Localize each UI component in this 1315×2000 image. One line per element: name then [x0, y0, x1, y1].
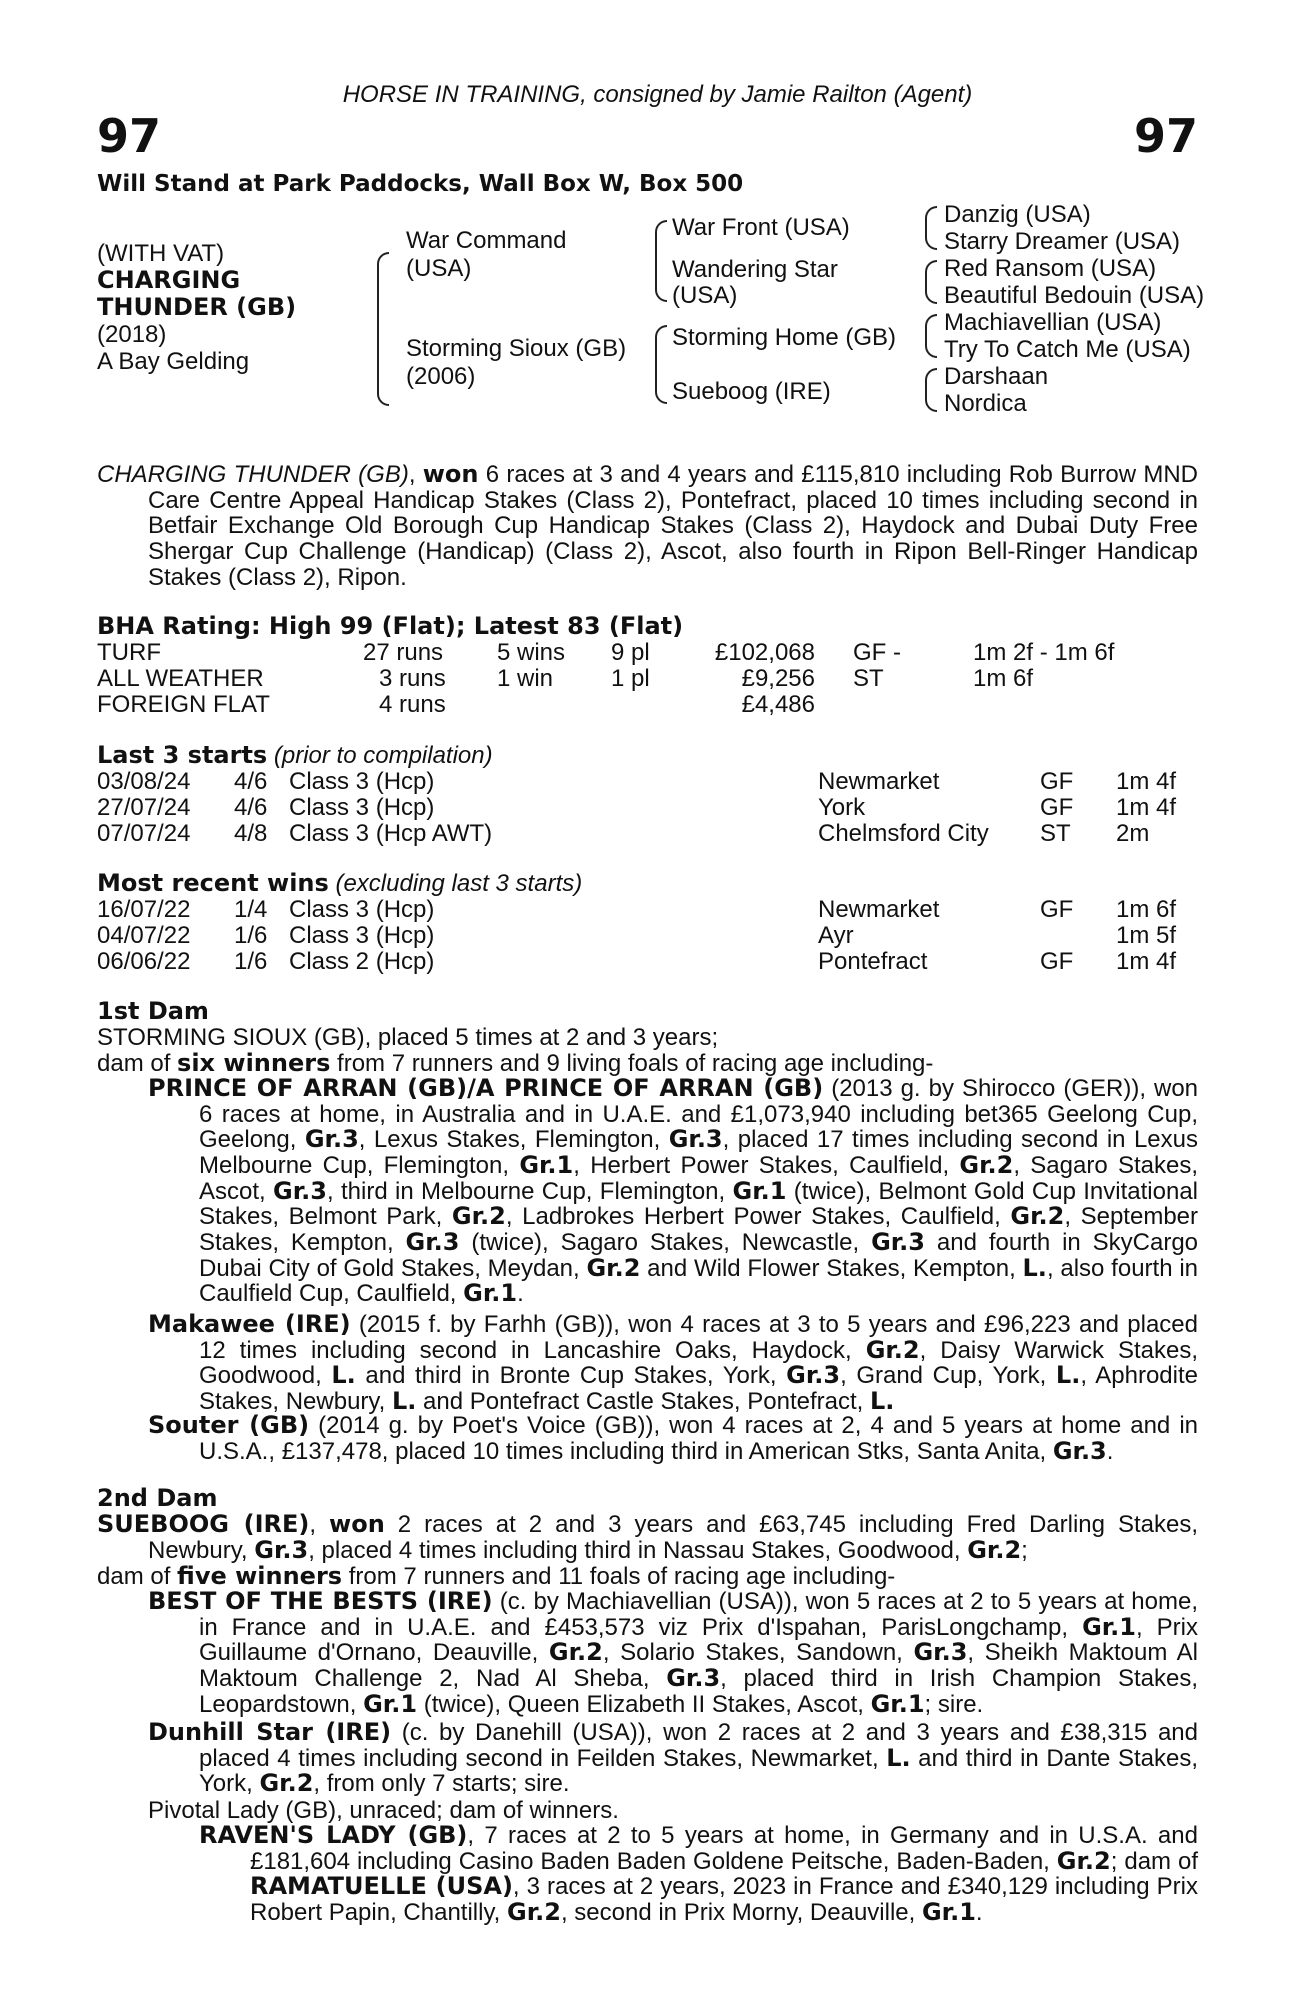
sire-dam-line1: Wandering Star	[672, 256, 838, 283]
start-going: GF	[1040, 794, 1074, 821]
g2-text: Gr.2	[1056, 1846, 1111, 1875]
win-position: 1/6	[234, 922, 268, 949]
dam-dam: Sueboog (IRE)	[672, 378, 831, 405]
recent-wins-heading	[97, 871, 582, 897]
win-race: Class 2 (Hcp)	[289, 948, 435, 975]
makawee-text-2-text: , Daisy Warwick Stakes, Goodwood,	[199, 1336, 1198, 1390]
prince-text-7-text: (twice), Belmont Gold Cup Invitational Stakes, Belmont Park,	[199, 1177, 1198, 1231]
grand-progeny-name: RAMATUELLE (USA)	[250, 1872, 513, 1901]
first-dam-heading: 1st Dam	[97, 997, 209, 1025]
start-date: 03/08/24	[97, 768, 191, 795]
win-position: 1/4	[234, 896, 268, 923]
g3-text: Gr.3	[913, 1638, 968, 1667]
dds: Darshaan	[944, 363, 1049, 390]
prince-text-9-text: , September Stakes, Kempton,	[199, 1203, 1198, 1257]
dam-of-post-text: from 7 runners and 11 foals of racing age including-	[342, 1563, 896, 1590]
g2-text: Gr.2	[1010, 1202, 1065, 1231]
period-text: .	[517, 1280, 524, 1308]
best-text-1-text: (c. by Machiavellian (USA)), won 5 races at 2 to 5 years at home, in France and in U.A.E. and £453,573 viz Prix d'Ispahan, ParisLongchamp,	[199, 1588, 1198, 1641]
dam-of-winners: five winners	[177, 1562, 343, 1590]
start-position: 4/6	[234, 768, 268, 795]
sire-line1: War Command	[406, 227, 567, 254]
summary-horse-name: CHARGING THUNDER (GB)	[97, 461, 409, 488]
prince-text-13-text: , also fourth in Caulfield Cup, Caulfield,	[199, 1254, 1198, 1308]
raven-text-1-text: , 7 races at 2 to 5 years at home, in Germany and in U.S.A. and £181,604 including Casino Baden Baden Goldene Peitsche, Baden-Baden,	[250, 1822, 1198, 1875]
raven-text-4-text: , second in Prix Morny, Deauville,	[560, 1899, 922, 1927]
first-dam-produce	[97, 1051, 933, 1077]
comma-text: ,	[309, 1511, 317, 1538]
ddd: Nordica	[944, 390, 1027, 417]
win-row	[97, 897, 1198, 923]
makawee-text-1-text: (2015 f. by Farhh (GB)), won 4 races at 3 to 5 years and £96,223 and placed 12 times including second in Lancashire Oaks, Haydock,	[199, 1311, 1198, 1364]
start-position: 4/6	[234, 794, 268, 821]
win-course: Ayr	[818, 922, 854, 949]
g1-text: Gr.1	[732, 1176, 787, 1205]
rating-heading: BHA Rating: High 99 (Flat); Latest 83 (Flat)	[97, 612, 684, 640]
start-row	[97, 795, 1198, 821]
g2-text: Gr.2	[865, 1335, 920, 1364]
horse-name-line1: CHARGING	[97, 266, 241, 294]
listed-text: L.	[869, 1387, 895, 1416]
g3-text: Gr.3	[666, 1664, 721, 1693]
raven-text-3-text: , 3 races at 2 years, 2023 in France and £340,129 including Prix Robert Papin, Chantilly,	[250, 1873, 1198, 1927]
win-going: GF	[1040, 896, 1074, 923]
sds: Red Ransom (USA)	[944, 255, 1157, 282]
makawee-text-4-text: , Grand Cup, York,	[840, 1362, 1056, 1390]
rating-surface: ALL WEATHER	[97, 665, 264, 692]
dam-sire: Storming Home (GB)	[672, 324, 897, 351]
rating-runs: 4 runs	[379, 691, 446, 718]
vat-status: (WITH VAT)	[97, 240, 225, 267]
prince-text-10-text: (twice), Sagaro Stakes, Newcastle,	[459, 1229, 872, 1257]
g2-text: Gr.2	[548, 1638, 603, 1667]
g2-text: Gr.2	[959, 1151, 1014, 1180]
dam-of-winners: six winners	[177, 1049, 331, 1077]
rating-placed: 9 pl	[611, 639, 650, 666]
prince-text-4-text: , Herbert Power Stakes, Caulfield,	[573, 1152, 960, 1180]
best-text-2-text: , Prix Guillaume d'Ornano, Deauville,	[199, 1613, 1199, 1667]
listed-text: L.	[1022, 1253, 1047, 1282]
best-text-5-text: , placed third in Irish Champion Stakes, Leopardstown,	[199, 1665, 1198, 1718]
sire-sire: War Front (USA)	[672, 214, 850, 241]
best-text-3-text: , Solario Stakes, Sandown,	[602, 1639, 914, 1667]
prince-text-1-text: (2013 g. by Shirocco (GER)), won 6 races at home, in Australia and in U.A.E. and £1,073,940 including bet365 Geelong Cup, Geelong,	[199, 1075, 1199, 1154]
rating-distance: 1m 6f	[973, 665, 1034, 692]
start-race: Class 3 (Hcp AWT)	[289, 820, 493, 847]
best-text-6-text: (twice), Queen Elizabeth II Stakes, Ascot,	[417, 1690, 871, 1718]
g3-text: Gr.3	[1052, 1436, 1107, 1465]
start-distance: 1m 4f	[1116, 794, 1177, 821]
progeny-name: RAVEN'S LADY (GB)	[199, 1821, 468, 1849]
win-date: 16/07/22	[97, 896, 191, 923]
second-dam-produce	[97, 1564, 895, 1590]
start-row	[97, 821, 1198, 847]
horse-description: A Bay Gelding	[97, 348, 250, 375]
recent-wins-note: (excluding last 3 starts)	[328, 870, 583, 897]
win-going: GF	[1040, 948, 1074, 975]
start-race: Class 3 (Hcp)	[289, 768, 435, 795]
sire-line2: (USA)	[406, 255, 472, 282]
start-distance: 1m 4f	[1116, 768, 1177, 795]
summary-won: won	[422, 460, 479, 488]
consignor-line: HORSE IN TRAINING, consigned by Jamie Railton (Agent)	[342, 81, 973, 108]
win-distance: 1m 5f	[1116, 922, 1177, 949]
start-position: 4/8	[234, 820, 268, 847]
dam-line1: Storming Sioux (GB)	[406, 335, 627, 362]
rating-going: GF -	[853, 639, 901, 666]
g2-text: Gr.2	[586, 1253, 641, 1282]
lot-number-left: 97	[97, 109, 162, 163]
g2-text: Gr.2	[507, 1898, 561, 1927]
second-dam-heading: 2nd Dam	[97, 1484, 218, 1512]
start-row	[97, 769, 1198, 795]
g1-text: Gr.1	[463, 1279, 518, 1308]
win-date: 06/06/22	[97, 948, 191, 975]
g3-text: Gr.3	[304, 1125, 359, 1154]
g1-text: Gr.1	[1082, 1612, 1136, 1641]
g3-text: Gr.3	[668, 1125, 723, 1154]
dam-of-suffix: from 7 runners and 9 living foals of racing age including-	[330, 1050, 934, 1077]
rating-going: ST	[853, 665, 884, 692]
race-summary: CHARGING THUNDER (GB), won 6 races at 3 and 4 years and £115,810 including Rob Burrow MND Care Centre Appeal Handicap Stakes (Class 2), Pontefract, placed 10 times including second in Betfair Exchange Old Borough Cup Handicap Stakes (Class 2), Haydock and Dubai Duty Free Shergar Cup Challenge (Handicap) (Class 2), Ascot, also fourth in Ripon Bell-Ringer Handicap Stakes (Class 2), Ripon.	[97, 460, 1198, 591]
start-course: Newmarket	[818, 768, 940, 795]
win-date: 04/07/22	[97, 922, 191, 949]
listed-text: L.	[331, 1361, 356, 1390]
progeny-name: Dunhill Star (IRE)	[148, 1718, 392, 1746]
g2-text: Gr.2	[451, 1202, 506, 1231]
dsd: Try To Catch Me (USA)	[944, 336, 1191, 363]
rating-surface: FOREIGN FLAT	[97, 691, 270, 718]
sueboog-won-text: won	[329, 1510, 385, 1538]
prince-text-3-text: , placed 17 times including second in Lexus Melbourne Cup, Flemington,	[199, 1126, 1199, 1180]
prince-text-2-text: , Lexus Stakes, Flemington,	[358, 1126, 669, 1154]
progeny-dunhill-star	[148, 1720, 1198, 1797]
semicolon-text: ;	[1021, 1536, 1028, 1564]
rating-row	[97, 666, 1198, 692]
progeny-name: Souter (GB)	[148, 1411, 310, 1439]
dam-of-prefix: dam of	[97, 1050, 178, 1077]
start-course: Chelmsford City	[818, 820, 989, 847]
start-course: York	[818, 794, 866, 821]
sueboog-text-1-text: 2 races at 2 and 3 years and £63,745 including Fred Darling Stakes, Newbury,	[148, 1511, 1199, 1564]
period-text: .	[975, 1899, 983, 1927]
g3-text: Gr.3	[786, 1361, 841, 1390]
win-race: Class 3 (Hcp)	[289, 922, 435, 949]
progeny-makawee	[148, 1312, 1198, 1415]
prince-text-8-text: , Ladbrokes Herbert Power Stakes, Caulfield,	[505, 1203, 1011, 1231]
best-text-7-text: ; sire.	[924, 1690, 984, 1718]
win-row	[97, 949, 1198, 975]
stabling-info: Will Stand at Park Paddocks, Wall Box W, Box 500	[97, 171, 744, 197]
rating-runs: 27 runs	[363, 639, 444, 666]
rating-placed: 1 pl	[611, 665, 650, 692]
rating-prize: £102,068	[714, 639, 815, 666]
win-position: 1/6	[234, 948, 268, 975]
pedigree-brace-main	[377, 252, 389, 406]
start-going: GF	[1040, 768, 1074, 795]
start-date: 07/07/24	[97, 820, 191, 847]
progeny-best-of-the-bests	[148, 1589, 1198, 1717]
rating-prize: £9,256	[741, 665, 815, 692]
win-course: Newmarket	[818, 896, 940, 923]
g2-text: Gr.2	[259, 1769, 314, 1798]
makawee-text-3-text: and third in Bronte Cup Stakes, York,	[355, 1362, 787, 1390]
progeny-prince-of-arran	[148, 1076, 1198, 1307]
sueboog-text-2-text: , placed 4 times including third in Nassau Stakes, Goodwood,	[308, 1536, 968, 1564]
pedigree-brace-dam	[655, 325, 667, 404]
g3-text: Gr.3	[254, 1535, 309, 1564]
g3-text: Gr.3	[871, 1228, 925, 1257]
prince-text-5-text: , Sagaro Stakes, Ascot,	[199, 1152, 1198, 1205]
rating-surface: TURF	[97, 639, 161, 666]
win-distance: 1m 4f	[1116, 948, 1177, 975]
g1-text: Gr.1	[363, 1689, 418, 1718]
start-race: Class 3 (Hcp)	[289, 794, 435, 821]
rating-prize: £4,486	[741, 691, 815, 718]
horse-name-line2: THUNDER (GB)	[97, 293, 297, 321]
win-race: Class 3 (Hcp)	[289, 896, 435, 923]
last-starts-title: Last 3 starts	[97, 741, 268, 769]
dam-line2: (2006)	[406, 363, 476, 390]
summary-text: 6 races at 3 and 4 years and £115,810 including Rob Burrow MND Care Centre Appeal Handicap Stakes (Class 2), Pontefract, placed 10 times including second in Betfair Exchange Old Borough Cup Handicap Stakes (Class 2), Haydock and Dubai Duty Free Shergar Cup Challenge (Handicap) (Class 2), Ascot, also fourth in Ripon Bell-Ringer Handicap Stakes (Class 2), Ripon.	[148, 461, 1198, 591]
pedigree-brace-sire	[655, 220, 667, 302]
g3-text: Gr.3	[273, 1176, 327, 1205]
rating-row	[97, 640, 1198, 666]
rating-runs: 3 runs	[379, 665, 446, 692]
lot-number-right: 97	[1133, 109, 1198, 163]
makawee-text-6-text: and Pontefract Castle Stakes, Pontefract,	[416, 1388, 870, 1416]
g1-text: Gr.1	[870, 1689, 925, 1718]
g1-text: Gr.1	[921, 1898, 976, 1927]
pedigree-brace-3d	[925, 368, 937, 412]
progeny-souter	[148, 1413, 1198, 1464]
rating-distance: 1m 2f - 1m 6f	[973, 639, 1115, 666]
g2-text: Gr.2	[967, 1535, 1022, 1564]
progeny-name: PRINCE OF ARRAN (GB)/A PRINCE OF ARRAN (GB)	[148, 1074, 824, 1102]
dunhill-text-3-text: , from only 7 starts; sire.	[313, 1770, 570, 1798]
pedigree-brace-3c	[925, 314, 937, 358]
rating-wins: 5 wins	[497, 639, 566, 666]
sss: Danzig (USA)	[944, 201, 1091, 228]
progeny-pivotal-lady: Pivotal Lady (GB), unraced; dam of winners.	[148, 1797, 619, 1824]
makawee-text-5-text: , Aphrodite Stakes, Newbury,	[199, 1362, 1199, 1416]
last-starts-note: (prior to compilation)	[267, 742, 493, 769]
rating-wins: 1 win	[497, 665, 554, 692]
prince-text-6-text: , third in Melbourne Cup, Flemington,	[326, 1177, 733, 1205]
start-distance: 2m	[1116, 820, 1150, 847]
prince-text-12-text: and Wild Flower Stakes, Kempton,	[640, 1254, 1023, 1282]
rating-row	[97, 692, 1198, 718]
raven-text-2-text: ; dam of	[1110, 1847, 1198, 1875]
dam-of-pre-text: dam of	[97, 1563, 178, 1590]
ssd: Starry Dreamer (USA)	[944, 228, 1181, 255]
listed-text: L.	[1055, 1361, 1081, 1390]
win-distance: 1m 6f	[1116, 896, 1177, 923]
g3-text: Gr.3	[405, 1228, 460, 1257]
start-going: ST	[1040, 820, 1071, 847]
listed-text: L.	[886, 1743, 911, 1772]
recent-wins-title: Most recent wins	[97, 869, 329, 897]
last-starts-heading	[97, 743, 493, 769]
progeny-ravens-lady	[199, 1823, 1198, 1926]
dunhill-text-1-text: (c. by Danehill (USA)), won 2 races at 2 and 3 years and £38,315 and placed 4 times including second in Feilden Stakes, Newmarket,	[199, 1719, 1198, 1772]
listed-text: L.	[391, 1387, 417, 1416]
g1-text: Gr.1	[519, 1151, 574, 1180]
start-date: 27/07/24	[97, 794, 191, 821]
dss: Machiavellian (USA)	[944, 309, 1162, 336]
sdd: Beautiful Bedouin (USA)	[944, 282, 1205, 309]
souter-text-1-text: (2014 g. by Poet's Voice (GB)), won 4 races at 2, 4 and 5 years at home and in U.S.A., £137,478, placed 10 times including third in American Stks, Santa Anita,	[199, 1412, 1198, 1465]
prince-text-11-text: and fourth in SkyCargo Dubai City of Gold Stakes, Meydan,	[199, 1229, 1199, 1282]
horse-year: (2018)	[97, 321, 167, 348]
progeny-name: Makawee (IRE)	[148, 1310, 351, 1338]
first-dam-line: STORMING SIOUX (GB), placed 5 times at 2 and 3 years;	[97, 1024, 719, 1051]
progeny-name: BEST OF THE BESTS (IRE)	[148, 1587, 493, 1615]
pedigree-brace-3b	[925, 260, 937, 304]
pedigree-brace-3a	[925, 206, 937, 250]
second-dam-summary	[97, 1512, 1198, 1563]
dunhill-text-2-text: and third in Dante Stakes, York,	[199, 1744, 1198, 1798]
second-dam-name: SUEBOOG (IRE)	[97, 1510, 310, 1538]
sire-dam-line2: (USA)	[672, 282, 738, 309]
best-text-4-text: , Sheikh Maktoum Al Maktoum Challenge 2, Nad Al Sheba,	[199, 1639, 1198, 1693]
period-text: .	[1106, 1437, 1114, 1465]
win-row	[97, 923, 1198, 949]
win-course: Pontefract	[818, 948, 928, 975]
